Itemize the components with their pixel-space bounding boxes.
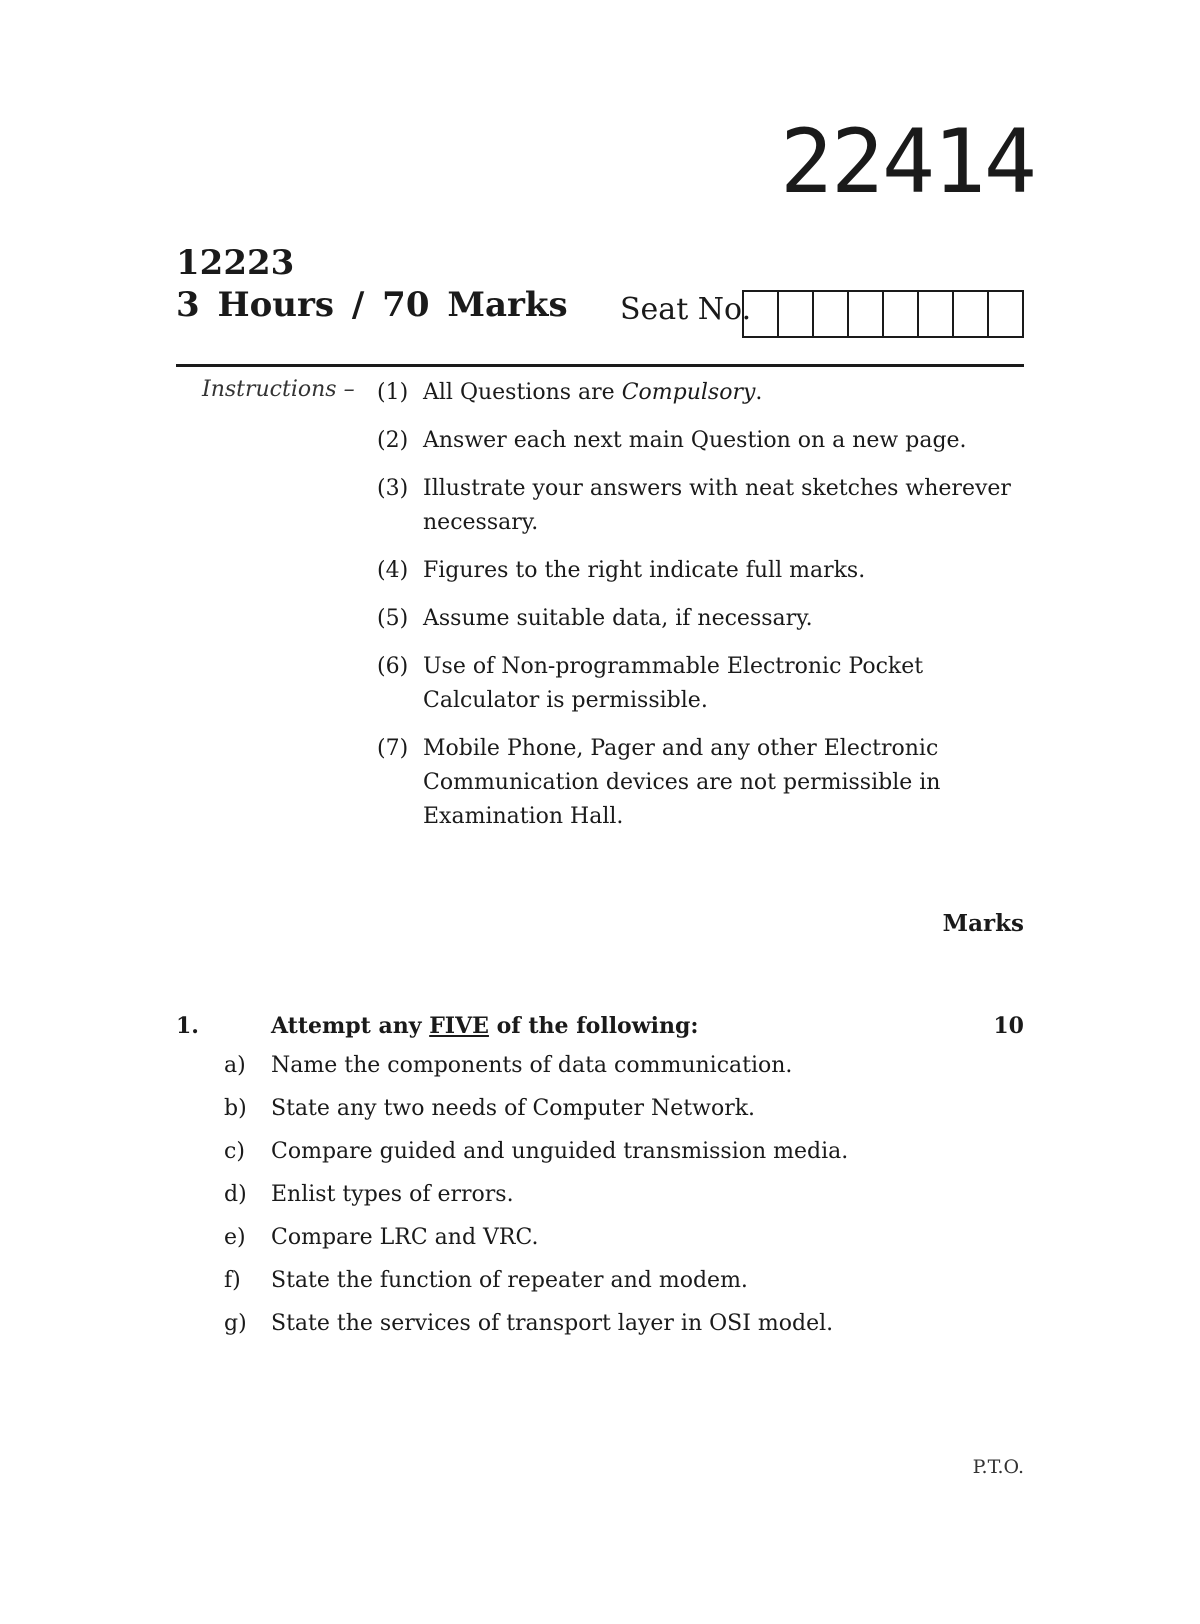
paper-code: 12223 bbox=[176, 243, 295, 283]
instruction-text: Answer each next main Question on a new page. bbox=[423, 428, 967, 453]
question-part bbox=[224, 1225, 1024, 1268]
part-label: e) bbox=[224, 1225, 246, 1250]
question-part bbox=[224, 1268, 1024, 1311]
subject-code: 22414 bbox=[780, 110, 1035, 213]
instruction-text: All Questions are Compulsory. bbox=[423, 380, 763, 405]
seat-number-box[interactable] bbox=[989, 292, 1022, 336]
instruction-number: (1) bbox=[377, 380, 409, 405]
question-part bbox=[224, 1096, 1024, 1139]
pto-label: P.T.O. bbox=[972, 1456, 1024, 1478]
duration-marks: 3 Hours / 70 Marks bbox=[176, 285, 568, 325]
instruction-number: (6) bbox=[377, 654, 409, 679]
part-label: f) bbox=[224, 1268, 241, 1293]
seat-number-box[interactable] bbox=[954, 292, 989, 336]
question-parts bbox=[224, 1053, 1024, 1354]
instructions-label: Instructions – bbox=[202, 377, 355, 402]
question-title: Attempt any FIVE of the following: bbox=[271, 1013, 699, 1039]
instructions-list bbox=[377, 376, 1017, 848]
instruction-item bbox=[377, 376, 1017, 410]
part-text: State the services of transport layer in OSI model. bbox=[271, 1311, 834, 1336]
question-part bbox=[224, 1053, 1024, 1096]
part-label: b) bbox=[224, 1096, 247, 1121]
instruction-text: Figures to the right indicate full marks. bbox=[423, 558, 866, 583]
instruction-number: (5) bbox=[377, 606, 409, 631]
header-divider bbox=[176, 364, 1024, 367]
instruction-number: (4) bbox=[377, 558, 409, 583]
instruction-item bbox=[377, 424, 1017, 458]
marks-heading: Marks bbox=[942, 910, 1024, 937]
seat-number-box[interactable] bbox=[744, 292, 779, 336]
part-label: a) bbox=[224, 1053, 246, 1078]
seat-number-box[interactable] bbox=[814, 292, 849, 336]
seat-number-label: Seat No. bbox=[620, 292, 752, 327]
part-text: State any two needs of Computer Network. bbox=[271, 1096, 756, 1121]
question-marks: 10 bbox=[993, 1013, 1024, 1039]
part-label: g) bbox=[224, 1311, 247, 1336]
instruction-text: Assume suitable data, if necessary. bbox=[423, 606, 813, 631]
instruction-text: Illustrate your answers with neat sketches wherever necessary. bbox=[423, 476, 1011, 535]
question-part bbox=[224, 1182, 1024, 1225]
instruction-item bbox=[377, 602, 1017, 636]
question-part bbox=[224, 1139, 1024, 1182]
instruction-number: (3) bbox=[377, 476, 409, 501]
question-part bbox=[224, 1311, 1024, 1354]
seat-number-box[interactable] bbox=[849, 292, 884, 336]
seat-number-box[interactable] bbox=[919, 292, 954, 336]
instruction-text: Use of Non-programmable Electronic Pocket Calculator is permissible. bbox=[423, 654, 924, 713]
instruction-number: (2) bbox=[377, 428, 409, 453]
part-text: State the function of repeater and modem. bbox=[271, 1268, 748, 1293]
instruction-text: Mobile Phone, Pager and any other Electronic Communication devices are not permissible in Examination Hall. bbox=[423, 736, 941, 829]
part-label: c) bbox=[224, 1139, 245, 1164]
question-number: 1. bbox=[176, 1013, 199, 1039]
seat-number-box[interactable] bbox=[884, 292, 919, 336]
part-label: d) bbox=[224, 1182, 247, 1207]
part-text: Compare guided and unguided transmission media. bbox=[271, 1139, 849, 1164]
seat-number-box[interactable] bbox=[779, 292, 814, 336]
instruction-item bbox=[377, 554, 1017, 588]
instruction-item bbox=[377, 472, 1017, 540]
instruction-item bbox=[377, 650, 1017, 718]
seat-number-boxes[interactable] bbox=[742, 290, 1024, 338]
part-text: Enlist types of errors. bbox=[271, 1182, 514, 1207]
instruction-item bbox=[377, 732, 1017, 834]
instruction-number: (7) bbox=[377, 736, 409, 761]
part-text: Compare LRC and VRC. bbox=[271, 1225, 539, 1250]
part-text: Name the components of data communication. bbox=[271, 1053, 793, 1078]
